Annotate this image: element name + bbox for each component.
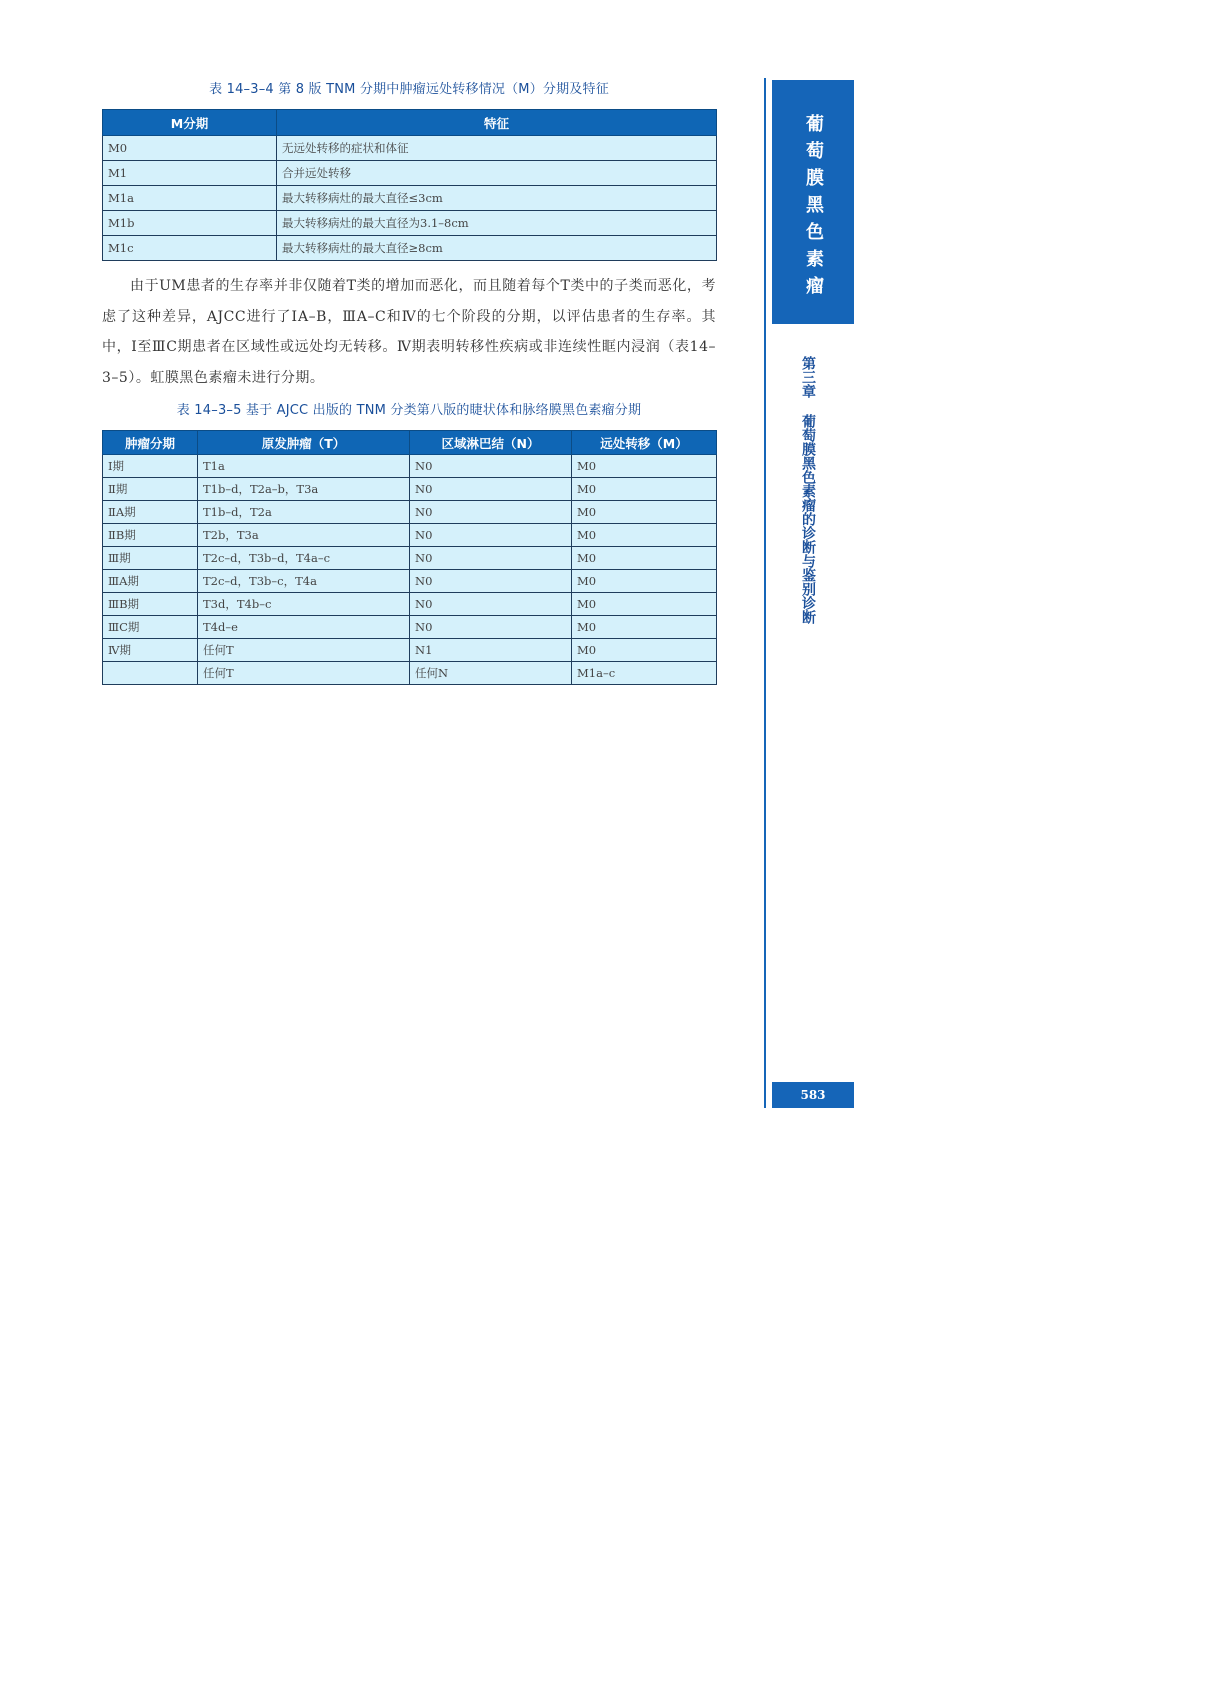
table-row bbox=[103, 662, 717, 685]
cell: 任何N bbox=[410, 662, 572, 685]
cell: N0 bbox=[410, 478, 572, 501]
cell bbox=[103, 662, 198, 685]
cell: M1a–c bbox=[572, 662, 717, 685]
table-row bbox=[103, 236, 717, 261]
cell: N0 bbox=[410, 547, 572, 570]
table-row bbox=[103, 136, 717, 161]
cell: 合并远处转移 bbox=[277, 161, 717, 186]
section-tab bbox=[772, 80, 854, 324]
table-row bbox=[103, 501, 717, 524]
cell: T1a bbox=[198, 455, 410, 478]
cell: M0 bbox=[572, 547, 717, 570]
cell: 最大转移病灶的最大直径≥8cm bbox=[277, 236, 717, 261]
cell: 任何T bbox=[198, 639, 410, 662]
cell: 最大转移病灶的最大直径为3.1–8cm bbox=[277, 211, 717, 236]
cell: M0 bbox=[572, 478, 717, 501]
cell: ⅢB期 bbox=[103, 593, 198, 616]
cell: M0 bbox=[572, 501, 717, 524]
cell: N0 bbox=[410, 570, 572, 593]
cell: Ⅱ期 bbox=[103, 478, 198, 501]
table-header-row bbox=[103, 110, 717, 136]
table-row bbox=[103, 478, 717, 501]
chapter-heading bbox=[798, 356, 818, 624]
cell: T3d，T4b–c bbox=[198, 593, 410, 616]
header-primary-tumor: 原发肿瘤（T） bbox=[198, 431, 410, 455]
m-stage-table bbox=[102, 109, 717, 261]
tnm-staging-table bbox=[102, 430, 717, 685]
cell: N0 bbox=[410, 455, 572, 478]
cell: T1b–d，T2a–b，T3a bbox=[198, 478, 410, 501]
page-number: 583 bbox=[772, 1082, 854, 1108]
header-distant-metastasis: 远处转移（M） bbox=[572, 431, 717, 455]
cell: N0 bbox=[410, 501, 572, 524]
cell: M1 bbox=[103, 161, 277, 186]
body-paragraph: 由于UM患者的生存率并非仅随着T类的增加而恶化，而且随着每个T类中的子类而恶化，考虑了这种差异，AJCC进行了ⅠA–B，ⅢA–C和Ⅳ的七个阶段的分期，以评估患者的生存率。其中，Ⅰ至ⅢC期患者在区域性或远处均无转移。Ⅳ期表明转移性疾病或非连续性眶内浸润（表14–3–5）。虹膜黑色素瘤未进行分期。 bbox=[102, 278, 716, 386]
table-row bbox=[103, 547, 717, 570]
cell: N0 bbox=[410, 593, 572, 616]
table-row bbox=[103, 616, 717, 639]
header-m-stage: M分期 bbox=[103, 110, 277, 136]
table-row bbox=[103, 161, 717, 186]
cell: T2b，T3a bbox=[198, 524, 410, 547]
table-row bbox=[103, 524, 717, 547]
table1-caption: 表 14–3–4 第 8 版 TNM 分期中肿瘤远处转移情况（M）分期及特征 bbox=[209, 82, 609, 97]
table2-caption: 表 14–3–5 基于 AJCC 出版的 TNM 分类第八版的睫状体和脉络膜黑色素瘤分期 bbox=[176, 403, 642, 418]
cell: Ⅲ期 bbox=[103, 547, 198, 570]
cell: M0 bbox=[572, 570, 717, 593]
cell: T2c–d，T3b–d，T4a–c bbox=[198, 547, 410, 570]
table-row bbox=[103, 593, 717, 616]
section-tab-title: 葡萄膜黑色素瘤 bbox=[803, 114, 824, 303]
table-row bbox=[103, 211, 717, 236]
cell: ⅢC期 bbox=[103, 616, 198, 639]
table-row bbox=[103, 639, 717, 662]
cell: M1a bbox=[103, 186, 277, 211]
table-row bbox=[103, 455, 717, 478]
cell: Ⅳ期 bbox=[103, 639, 198, 662]
table-row bbox=[103, 186, 717, 211]
cell: N0 bbox=[410, 616, 572, 639]
cell: Ⅰ期 bbox=[103, 455, 198, 478]
header-feature: 特征 bbox=[277, 110, 717, 136]
cell: M0 bbox=[103, 136, 277, 161]
cell: ⅡA期 bbox=[103, 501, 198, 524]
cell: T1b–d，T2a bbox=[198, 501, 410, 524]
cell: M0 bbox=[572, 524, 717, 547]
cell: T2c–d，T3b–c，T4a bbox=[198, 570, 410, 593]
cell: M0 bbox=[572, 616, 717, 639]
cell: M1c bbox=[103, 236, 277, 261]
cell: M0 bbox=[572, 639, 717, 662]
cell: ⅢA期 bbox=[103, 570, 198, 593]
cell: M0 bbox=[572, 455, 717, 478]
cell: T4d–e bbox=[198, 616, 410, 639]
chapter-label: 第三章 bbox=[800, 356, 816, 398]
chapter-title: 葡萄膜黑色素瘤的诊断与鉴别诊断 bbox=[800, 414, 816, 624]
table-header-row bbox=[103, 431, 717, 455]
cell: M0 bbox=[572, 593, 717, 616]
cell: M1b bbox=[103, 211, 277, 236]
header-tumor-stage: 肿瘤分期 bbox=[103, 431, 198, 455]
cell: 最大转移病灶的最大直径≤3cm bbox=[277, 186, 717, 211]
table-row bbox=[103, 570, 717, 593]
cell: N1 bbox=[410, 639, 572, 662]
header-regional-lymph-node: 区域淋巴结（N） bbox=[410, 431, 572, 455]
cell: ⅡB期 bbox=[103, 524, 198, 547]
cell: 无远处转移的症状和体征 bbox=[277, 136, 717, 161]
sidebar-divider-line bbox=[764, 78, 766, 1108]
cell: 任何T bbox=[198, 662, 410, 685]
cell: N0 bbox=[410, 524, 572, 547]
